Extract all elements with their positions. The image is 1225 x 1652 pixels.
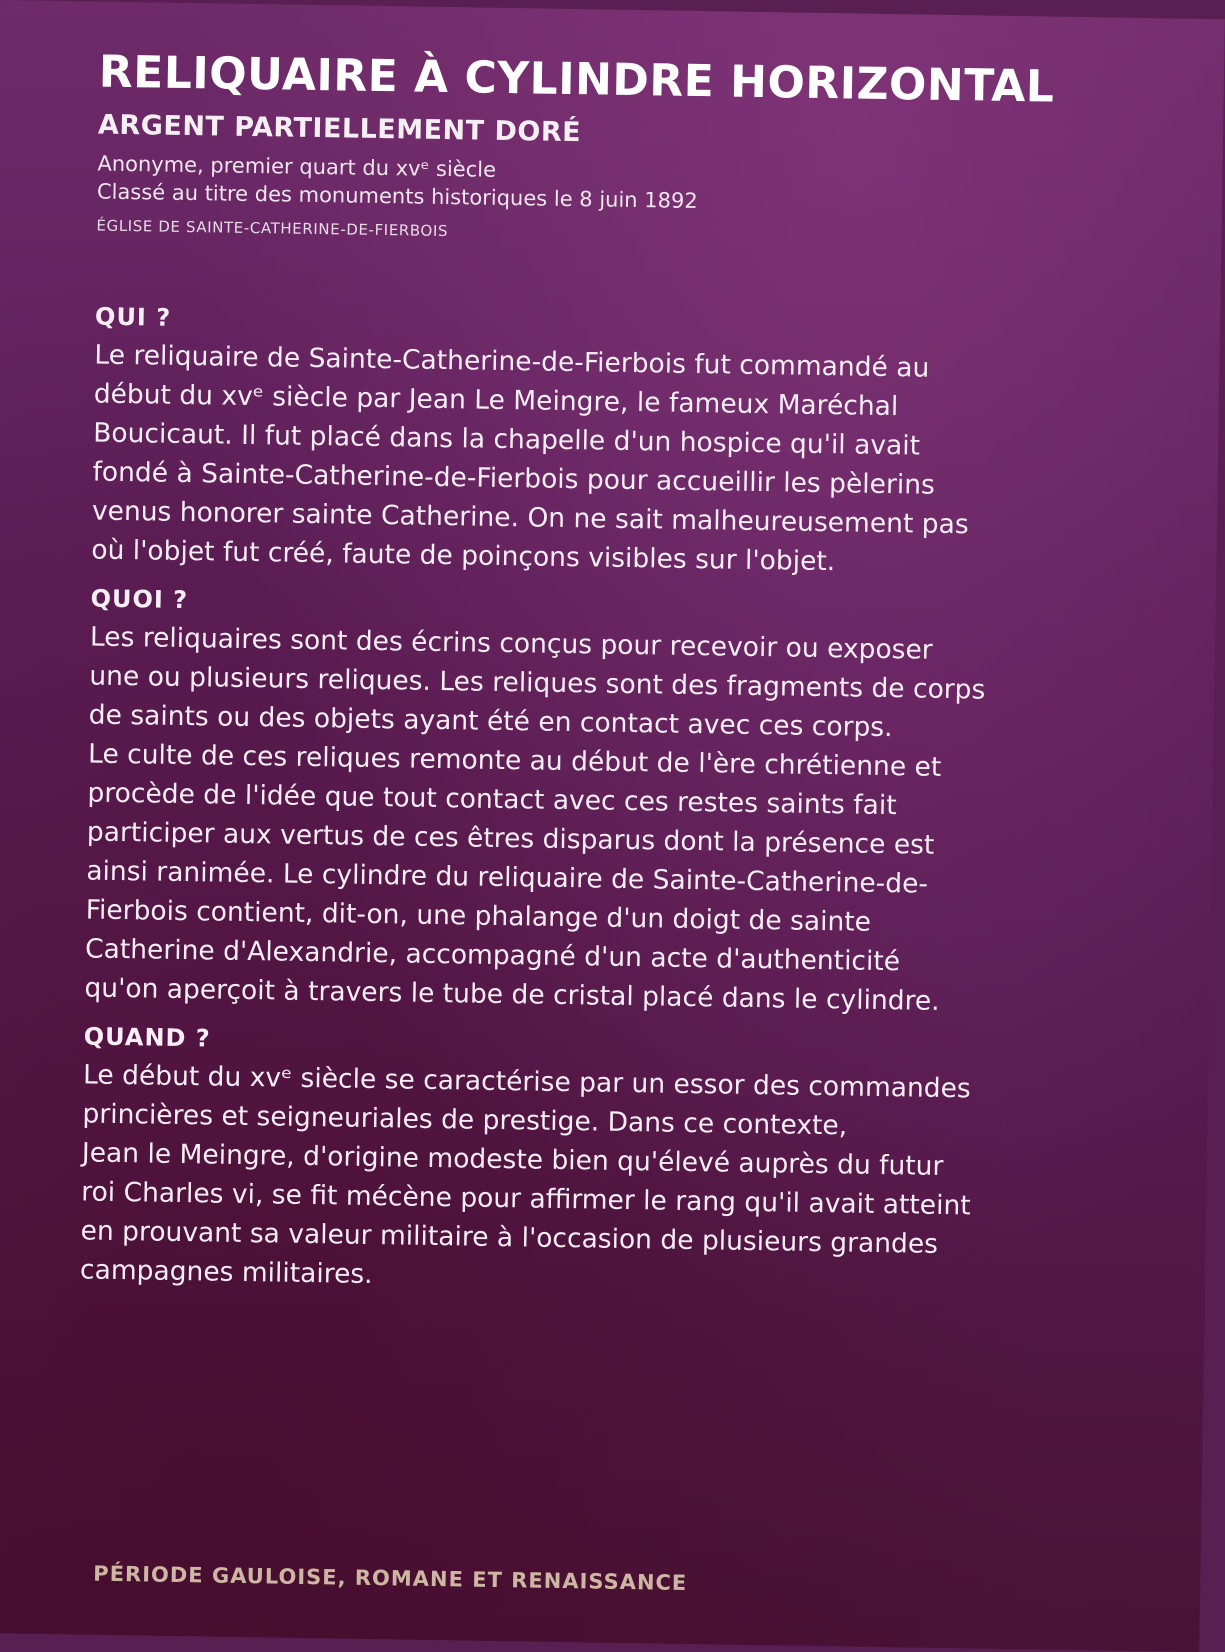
classification-line: Classé au titre des monuments historiques le 8 juin 1892 <box>96 179 698 213</box>
period-footer: PÉRIODE GAULOISE, ROMANE ET RENAISSANCE <box>93 1561 688 1595</box>
section-quoi <box>84 583 1126 1023</box>
section-heading: QUOI ? <box>90 584 189 615</box>
section-heading: QUI ? <box>94 302 172 332</box>
section-qui <box>91 302 1130 586</box>
attribution-line: Anonyme, premier quart du xvᵉ siècle <box>97 151 497 182</box>
section-heading: QUAND ? <box>83 1022 211 1053</box>
location-line: ÉGLISE DE SAINTE-CATHERINE-DE-FIERBOIS <box>96 216 449 241</box>
section-quand <box>80 1021 1119 1305</box>
section-body: Le début du xvᵉ siècle se caractérise par un essor des commandes princières et seigneuriales de prestige. Dans ce contexte, Jean le Meingre, d'origine modeste bien qu'élevé auprès du futur roi Charles vi, se fit mécène pour affirmer le rang qu'il avait atteint en prouvant sa valeur militaire à l'occasion de plusieurs grandes campagnes militaires. <box>79 1059 971 1291</box>
section-body: Le reliquaire de Sainte-Catherine-de-Fierbois fut commandé au début du xvᵉ siècle par Jean Le Meingre, le fameux Maréchal Boucicaut. Il fut placé dans la chapelle d'un hospice qu'il avait fondé à Sainte-Catherine-de-Fierbois pour accueillir les pèlerins venus honorer sainte Catherine. On ne sait malheureusement pas où l'objet fut créé, faute de poinçons visibles sur l'objet. <box>91 339 969 578</box>
material-subtitle: ARGENT PARTIELLEMENT DORÉ <box>97 109 582 149</box>
section-body: Les reliquaires sont des écrins conçus pour recevoir ou exposer une ou plusieurs reliques. Les reliques sont des fragments de corps de saints ou des objets ayant été en contact avec ces corps. Le culte de ces reliques remonte au début de l'ère chrétienne et procède de l'idée que tout contact avec ces restes saints fait participer aux vertus de ces êtres disparus dont la présence est ainsi ranimée. Le cylindre du reliquaire de Sainte-Catherine-de- Fierbois contient, dit-on, une phalange d'un doigt de sainte Catherine d'Alexandrie, accompagné d'un acte d'authenticité qu'on aperçoit à travers le tube de cristal placé dans le cylindre. <box>84 621 986 1017</box>
sections-container <box>80 302 1130 1306</box>
page-title: RELIQUAIRE À CYLINDRE HORIZONTAL <box>98 46 1055 113</box>
